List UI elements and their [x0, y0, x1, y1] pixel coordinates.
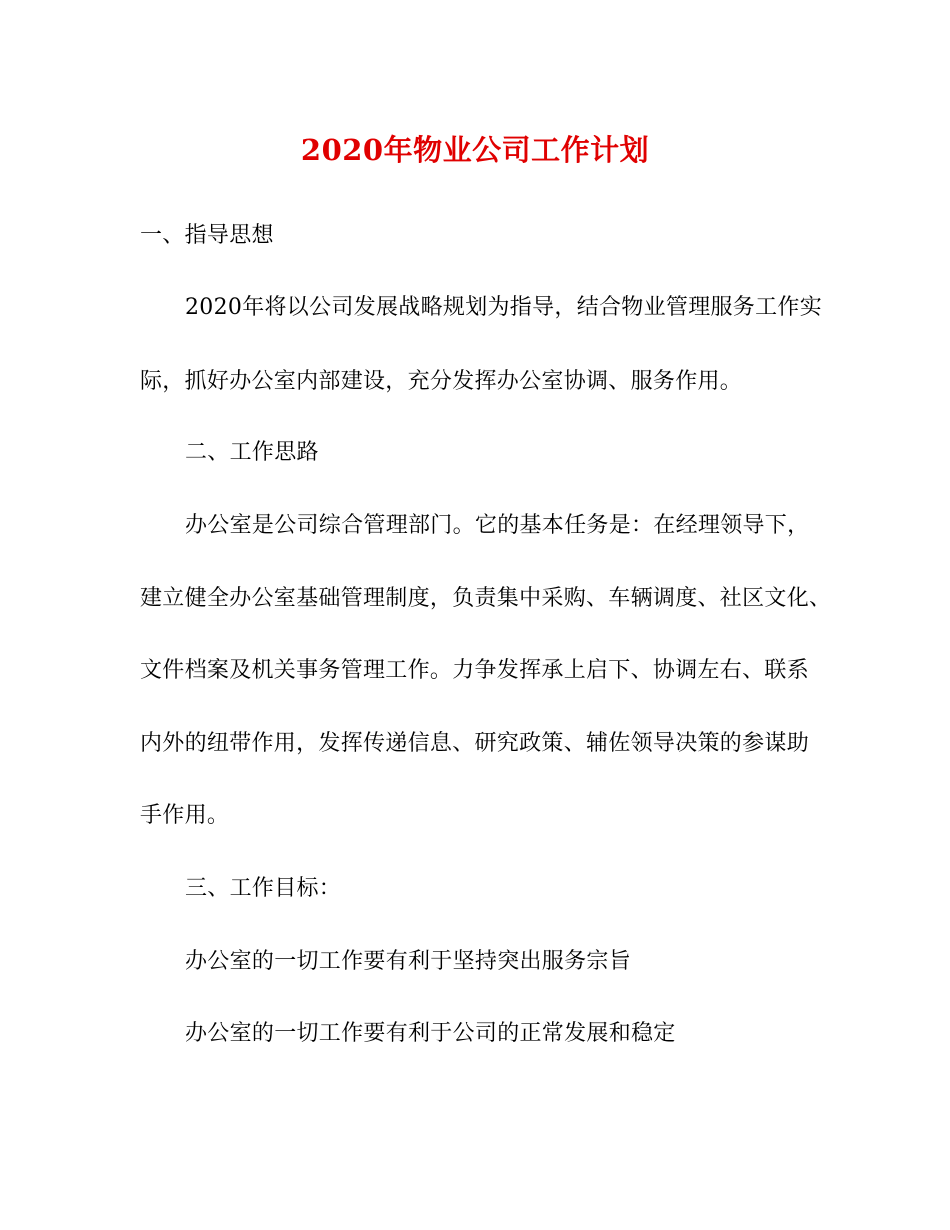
paragraph-line: 际，抓好办公室内部建设，充分发挥办公室协调、服务作用。 [140, 369, 743, 394]
paragraph-line: 手作用。 [140, 803, 230, 828]
paragraph-line: 文件档案及机关事务管理工作。力争发挥承上启下、协调左右、联系 [140, 658, 810, 683]
heading-work-approach: 二、工作思路 [185, 440, 319, 465]
paragraph-line: 办公室的一切工作要有利于坚持突出服务宗旨 [185, 949, 632, 974]
paragraph-line: 建立健全办公室基础管理制度，负责集中采购、车辆调度、社区文化、 [140, 586, 832, 611]
paragraph-line: 2020年将以公司发展战略规划为指导，结合物业管理服务工作实 [185, 295, 822, 320]
heading-work-goals: 三、工作目标： [185, 876, 342, 901]
paragraph-line: 内外的纽带作用，发挥传递信息、研究政策、辅佐领导决策的参谋助 [140, 731, 810, 756]
heading-guiding-ideology: 一、指导思想 [140, 223, 274, 248]
paragraph-line: 办公室是公司综合管理部门。它的基本任务是：在经理领导下， [185, 513, 810, 538]
document-title: 2020年物业公司工作计划 [300, 133, 650, 167]
paragraph-line: 办公室的一切工作要有利于公司的正常发展和稳定 [185, 1021, 676, 1046]
